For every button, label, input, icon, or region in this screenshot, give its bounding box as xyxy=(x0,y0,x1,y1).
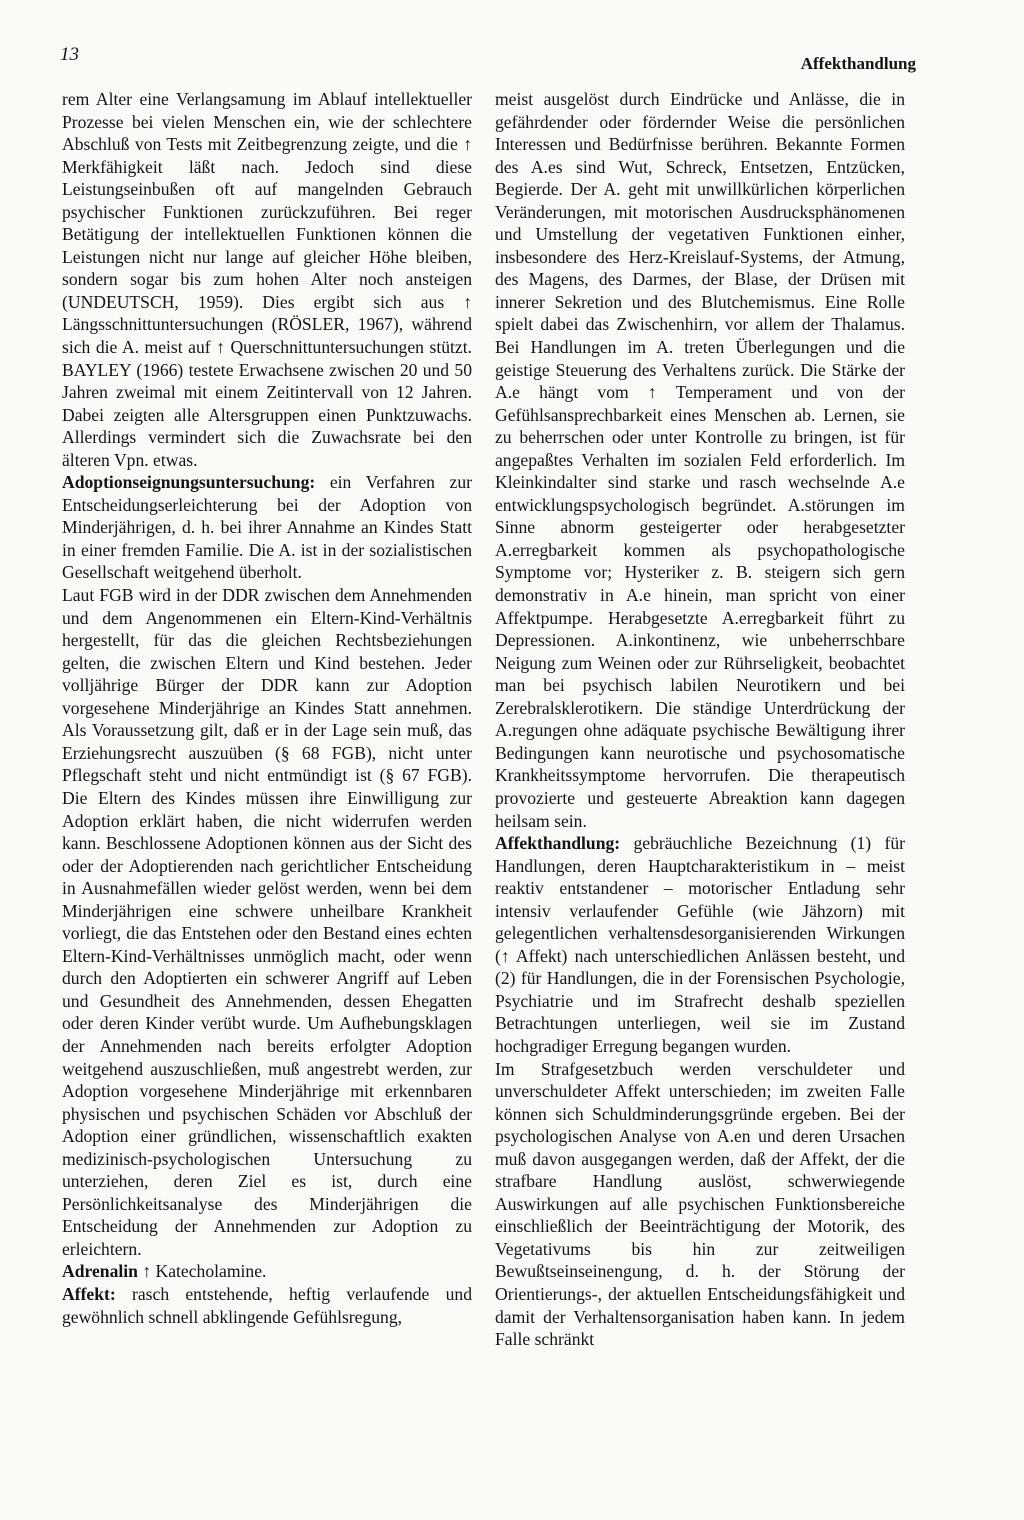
right-column xyxy=(495,88,905,1351)
headword: Adrenalin xyxy=(62,1261,138,1282)
headword: Adoptionseignungsuntersuchung: xyxy=(62,472,316,493)
dictionary-entry-adoption xyxy=(62,471,472,584)
text-paragraph: Im Strafgesetzbuch werden verschuldeter und unverschuldeter Affekt unterschieden; im zweiten Falle können sich Schuldminderungsgründe ergeben. Bei der psychologischen Analyse von A.en und deren Ursachen muß davon ausgegangen werden, daß der Affekt, der die strafbare Handlung auslöst, schwerwiegende Auswirkungen auf alle psychischen Funktionsbereiche einschließlich der Beeinträchtigung der Motorik, des Vegetativums bis hin zur zeitweiligen Bewußtseinseinengung, d. h. der Störung der Orientierungs-, der aktuellen Entscheidungsfähigkeit und damit der Verhaltensorganisation haben kann. In jedem Falle schränkt xyxy=(495,1058,905,1350)
dictionary-entry-affekt xyxy=(62,1283,472,1328)
page-number: 13 xyxy=(60,44,79,65)
left-column xyxy=(62,88,472,1328)
dictionary-entry-affekthandlung xyxy=(495,832,905,1057)
text-paragraph: meist ausgelöst durch Eindrücke und Anlässe, die in gefährdender oder fördernder Weise die persönlichen Interessen und Bedürfnisse berühren. Bekannte Formen des A.es sind Wut, Schreck, Entsetzen, Entzücken, Begierde. Der A. geht mit unwillkürlichen körperlichen Veränderungen, mit motorischen Ausdrucksphänomenen und Umstellung der vegetativen Funktionen einher, insbesondere des Herz-Kreislauf-Systems, der Atmung, des Magens, des Darmes, der Blase, der Drüsen mit innerer Sekretion und des Blutchemismus. Eine Rolle spielt dabei das Zwischenhirn, vor allem der Thalamus. Bei Handlungen im A. treten Überlegungen und die geistige Steuerung des Verhaltens zurück. Die Stärke der A.e hängt vom ↑ Temperament und von der Gefühlsansprechbarkeit eines Menschen ab. Lernen, sie zu beherrschen oder unter Kontrolle zu bringen, ist für angepaßtes Verhalten im sozialen Feld erforderlich. Im Kleinkindalter sind starke und rasch wechselnde A.e entwicklungspsychologisch begründet. A.störungen im Sinne abnorm gesteigerter oder herabgesetzter A.erregbarkeit kommen als psychopathologische Symptome vor; Hysteriker z. B. steigern sich gern demonstrativ in A.e hinein, man spricht von einer Affektpumpe. Herabgesetzte A.erregbarkeit führt zu Depressionen. A.inkontinenz, wie unbeherrschbare Neigung zum Weinen oder zur Rührseligkeit, beobachtet man bei psychisch labilen Neurotikern und bei Zerebralsklerotikern. Die ständige Unterdrückung der A.regungen ohne adäquate psychische Bewältigung ihrer Bedingungen kann neurotische und psychosomatische Krankheitssymptome hervorrufen. Die therapeutisch provozierte und gesteuerte Abreaktion kann dagegen heilsam sein. xyxy=(495,89,905,831)
entry-text: rasch entstehende, heftig verlaufende und gewöhnlich schnell abklingende Gefühlsregung, xyxy=(62,1283,472,1327)
entry-text: ein Verfahren zur Entscheidungserleichterung bei der Adoption von Minderjährigen, d. h. bei ihrer Annahme an Kindes Statt in einer fremden Familie. Die A. ist in der sozialistischen Gesellschaft weitgehend überholt. xyxy=(62,472,472,583)
text-paragraph: Laut FGB wird in der DDR zwischen dem Annehmenden und dem Angenommenen ein Eltern-Kind-Verhältnis hergestellt, für das die gleichen Rechtsbeziehungen gelten, die zwischen Eltern und Kind bestehen. Jeder volljährige Bürger der DDR kann zur Adoption vorgesehene Minderjährige an Kindes Statt annehmen. Als Voraussetzung gilt, daß er in der Lage sein muß, das Erziehungsrecht auszuüben (§ 68 FGB), nicht unter Pflegschaft steht und nicht entmündigt ist (§ 67 FGB). Die Eltern des Kindes müssen ihre Einwilligung zur Adoption erklärt haben, die nicht widerrufen werden kann. Beschlossene Adoptionen können aus der Sicht des oder der Adoptierenden nach gerichtlicher Entscheidung in Ausnahmefällen wieder gelöst werden, wenn bei dem Minderjährigen eine schwere unheilbare Krankheit vorliegt, die das Entstehen oder den Bestand eines echten Eltern-Kind-Verhältnisses unmöglich macht, oder wenn durch den Adoptierten ein schwerer Angriff auf Leben und Gesundheit des Annehmenden, dessen Ehegatten oder deren Kinder verübt wurde. Um Aufhebungsklagen der Annehmenden nach bereits erfolgter Adoption weitgehend auszuschließen, muß angestrebt werden, zur Adoption vorgesehene Minderjährige mit erkennbaren physischen und psychischen Schäden vor Abschluß der Adoption einer gründlichen, wissenschaftlich exakten medizinisch-psychologischen Untersuchung zu unterziehen, deren Ziel es ist, durch eine Persönlichkeitsanalyse des Minderjährigen die Entscheidung der Annehmenden zur Adoption zu erleichtern. xyxy=(62,585,472,1259)
dictionary-entry-adrenalin xyxy=(62,1260,472,1283)
entry-text: gebräuchliche Bezeichnung (1) für Handlungen, deren Hauptcharakteristikum in – meist reaktiv entstandener – motorischer Entladung sehr intensiv verlaufender Gefühle (wie Jähzorn) mit gelegentlichen verhaltensdesorganisierenden Wirkungen (↑ Affekt) nach unterschiedlichen Anlässen besteht, und (2) für Handlungen, die in der Forensischen Psychologie, Psychiatrie und im Strafrecht deshalb speziellen Betrachtungen unterliegen, weil sie im Zustand hochgradiger Erregung begangen wurden. xyxy=(495,833,905,1056)
running-head: Affekthandlung xyxy=(800,54,916,73)
headword: Affekthandlung: xyxy=(495,833,621,854)
text-paragraph: rem Alter eine Verlangsamung im Ablauf intellektueller Prozesse bei vielen Menschen ein, wie der schlechtere Abschluß von Tests mit Zeitbegrenzung zeigte, und die ↑ Merkfähigkeit läßt nach. Jedoch sind diese Leistungseinbußen oft auf mangelnden Gebrauch psychischer Funktionen zurückzuführen. Bei reger Betätigung der intellektuellen Funktionen können die Leistungen nicht nur lange auf gleicher Höhe bleiben, sondern sogar bis zum hohen Alter noch ansteigen (UNDEUTSCH, 1959). Dies ergibt sich aus ↑ Längsschnittuntersuchungen (RÖSLER, 1967), während sich die A. meist auf ↑ Querschnittuntersuchungen stützt. BAYLEY (1966) testete Erwachsene zwischen 20 und 50 Jahren zweimal mit einem Zeitintervall von 12 Jahren. Dabei zeigten alle Altersgruppen einen Punktzuwachs. Allerdings vermindert sich die Zuwachsrate bei den älteren Vpn. etwas. xyxy=(62,89,472,470)
headword: Affekt: xyxy=(62,1283,116,1304)
entry-text: ↑ Katecholamine. xyxy=(137,1261,267,1282)
